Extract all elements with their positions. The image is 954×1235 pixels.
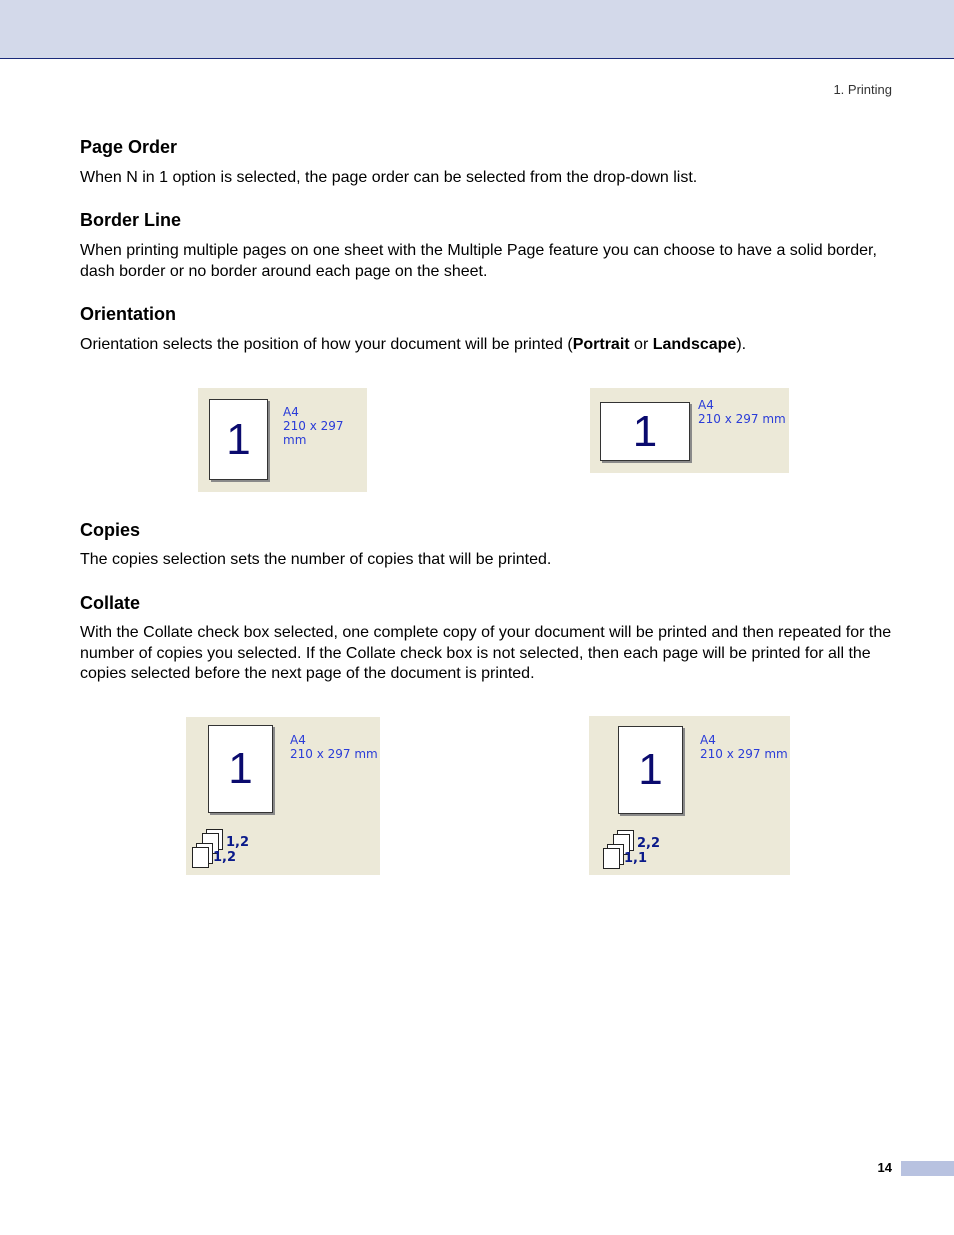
paragraph-page-order: When N in 1 option is selected, the page order can be selected from the drop-down list. bbox=[80, 169, 698, 186]
paper-info bbox=[698, 398, 786, 426]
heading-copies: Copies bbox=[80, 520, 141, 540]
portrait-term: Portrait bbox=[572, 336, 630, 353]
landscape-term: Landscape bbox=[652, 336, 737, 353]
page-number: 14 bbox=[877, 1160, 892, 1175]
stack-front-label: 1,2 bbox=[213, 850, 237, 865]
paper-name: A4 bbox=[700, 733, 716, 747]
page-number: 1 bbox=[632, 406, 658, 456]
paper-info bbox=[700, 733, 788, 761]
page-number: 1 bbox=[638, 745, 663, 794]
collate-stack-icon bbox=[192, 829, 260, 871]
portrait-preview bbox=[198, 388, 367, 492]
running-head: 1. Printing bbox=[833, 82, 892, 97]
paper-size: 210 x 297 mm bbox=[700, 747, 788, 761]
paragraph-border-line: When printing multiple pages on one sheet with the Multiple Page feature you can choose to have a solid border, dash border or no border around each page on the sheet. bbox=[80, 242, 877, 280]
paragraph-collate: With the Collate check box selected, one complete copy of your document will be printed and then repeated for the number of copies you selected. If the Collate check box is not selected, then each page will be printed for all the copies selected before the next page of the document is printed. bbox=[80, 624, 892, 682]
page-number: 1 bbox=[226, 414, 251, 464]
paper-name: A4 bbox=[290, 733, 306, 747]
stack-back-label: 2,2 bbox=[637, 836, 661, 851]
portrait-page-icon bbox=[209, 399, 268, 480]
paragraph-copies: The copies selection sets the number of copies that will be printed. bbox=[80, 551, 552, 568]
collate-on-preview bbox=[186, 717, 380, 875]
landscape-page-icon bbox=[600, 402, 690, 461]
stack-back-label: 1,2 bbox=[226, 835, 250, 850]
heading-orientation: Orientation bbox=[80, 304, 177, 324]
page-number: 1 bbox=[228, 744, 253, 793]
paper-name: A4 bbox=[283, 405, 299, 419]
paper-name: A4 bbox=[698, 398, 714, 412]
heading-border-line: Border Line bbox=[80, 210, 182, 230]
orientation-text-end: ). bbox=[736, 336, 747, 353]
page-icon bbox=[618, 726, 683, 814]
heading-page-order: Page Order bbox=[80, 137, 178, 157]
paper-size: 210 x 297 mm bbox=[290, 747, 378, 761]
paper-info bbox=[290, 733, 378, 761]
collate-off-preview bbox=[589, 716, 790, 875]
heading-collate: Collate bbox=[80, 593, 141, 613]
orientation-text-start: Orientation selects the position of how your document will be printed ( bbox=[80, 336, 573, 353]
paragraph-orientation bbox=[80, 335, 895, 356]
footer-bar bbox=[901, 1161, 954, 1176]
page-icon bbox=[208, 725, 273, 813]
landscape-preview bbox=[590, 388, 789, 473]
orientation-text-or: or bbox=[629, 336, 653, 353]
collate-stack-icon bbox=[603, 830, 671, 872]
header-band bbox=[0, 0, 954, 59]
paper-info bbox=[283, 405, 367, 447]
paper-size: 210 x 297 mm bbox=[283, 419, 344, 447]
paper-size: 210 x 297 mm bbox=[698, 412, 786, 426]
stack-front-label: 1,1 bbox=[624, 851, 648, 866]
